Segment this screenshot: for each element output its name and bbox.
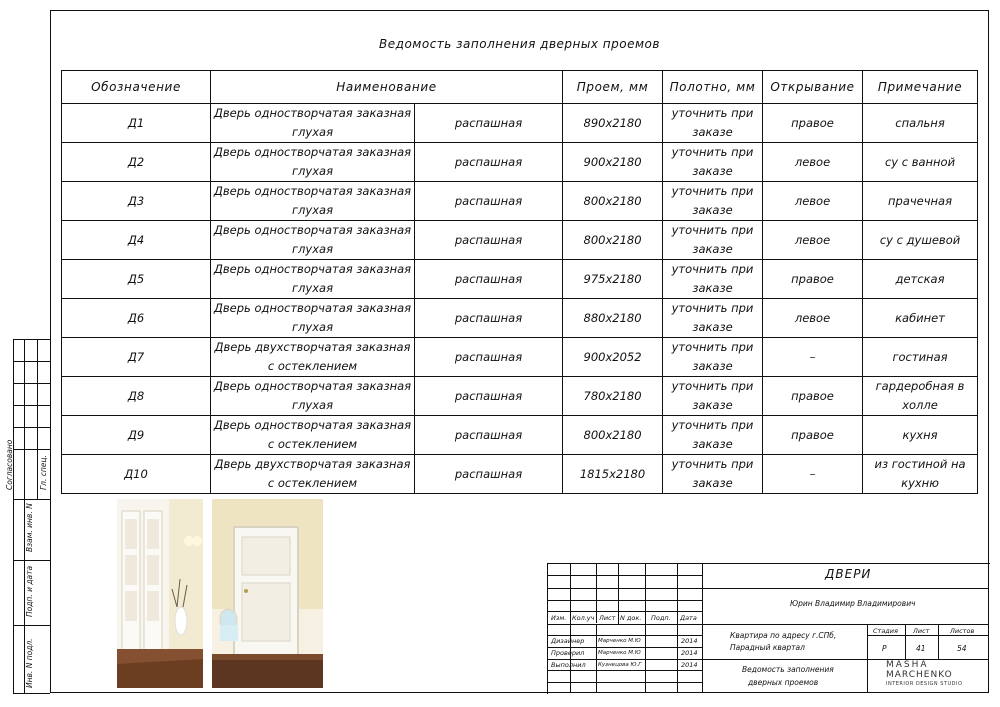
cell-leaf: уточнить при заказе: [663, 377, 763, 416]
cell-swing: правое: [763, 260, 863, 299]
logo-line2: MARCHENKO: [886, 670, 953, 680]
side-sign-date-label: Подп. и дата: [25, 565, 34, 617]
side-line: [13, 625, 50, 626]
cell-code: Д3: [62, 182, 211, 221]
table-row: [62, 338, 978, 377]
tb-sheets-label: Листов: [950, 627, 975, 635]
cell-opening: 900x2180: [563, 143, 663, 182]
tb-line: [867, 635, 989, 636]
table-row: [62, 416, 978, 455]
tb-vline: [645, 563, 646, 693]
cell-swing: –: [763, 455, 863, 494]
cell-type: распашная: [415, 455, 563, 494]
cell-leaf: уточнить при заказе: [663, 338, 763, 377]
header-name: Наименование: [211, 71, 563, 104]
page-title: Ведомость заполнения дверных проемов: [379, 37, 660, 51]
tb-col-izm: Изм.: [551, 614, 567, 622]
side-top-line: [13, 339, 50, 340]
cell-opening: 800x2180: [563, 221, 663, 260]
cell-leaf: уточнить при заказе: [663, 221, 763, 260]
logo-line1: MASHA: [886, 660, 929, 670]
header-leaf: Полотно, мм: [663, 71, 763, 104]
cell-leaf: уточнить при заказе: [663, 104, 763, 143]
tb-vline: [596, 563, 597, 623]
cell-code: Д1: [62, 104, 211, 143]
tb-sheets-value: 54: [957, 644, 967, 653]
tb-address-line2: Парадный квартал: [730, 643, 805, 652]
cell-leaf: уточнить при заказе: [663, 299, 763, 338]
cell-type: распашная: [415, 377, 563, 416]
table-row: [62, 143, 978, 182]
tb-client: Юрин Владимир Владимирович: [790, 599, 916, 608]
side-line: [13, 361, 50, 362]
cell-type: распашная: [415, 260, 563, 299]
header-code: Обозначение: [62, 71, 211, 104]
tb-sheet-title: ДВЕРИ: [825, 567, 872, 581]
cell-opening: 1815x2180: [563, 455, 663, 494]
cell-note: из гостиной на кухню: [863, 455, 978, 494]
table-row: [62, 182, 978, 221]
tb-role-name: Марченко М.Ю: [598, 638, 641, 644]
tb-role: Проверил: [551, 649, 585, 657]
side-line: [13, 383, 50, 384]
tb-vline: [867, 624, 868, 693]
table-row: [62, 260, 978, 299]
cell-type: распашная: [415, 299, 563, 338]
cell-note: су с ванной: [863, 143, 978, 182]
cell-opening: 800x2180: [563, 416, 663, 455]
tb-address-line1: Квартира по адресу г.СПб,: [730, 631, 837, 640]
cell-code: Д6: [62, 299, 211, 338]
cell-code: Д10: [62, 455, 211, 494]
cell-code: Д2: [62, 143, 211, 182]
tb-line: [547, 624, 989, 625]
cell-swing: левое: [763, 182, 863, 221]
cell-swing: правое: [763, 416, 863, 455]
cell-opening: 890x2180: [563, 104, 663, 143]
cell-name: Дверь одностворчатая заказная глухая: [211, 260, 415, 299]
tb-role: Выполнил: [551, 661, 586, 669]
side-line: [13, 499, 50, 500]
cell-opening: 900x2052: [563, 338, 663, 377]
tb-sheet-label: Лист: [913, 627, 930, 635]
cell-opening: 780x2180: [563, 377, 663, 416]
cell-note: су с душевой: [863, 221, 978, 260]
tb-role-year: 2014: [681, 637, 698, 645]
tb-doc-line1: Ведомость заполнения: [742, 665, 834, 674]
cell-note: гостиная: [863, 338, 978, 377]
cell-leaf: уточнить при заказе: [663, 416, 763, 455]
tb-role-year: 2014: [681, 661, 698, 669]
table-row: [62, 455, 978, 494]
tb-col-list: Лист: [599, 614, 616, 622]
side-line: [13, 560, 50, 561]
tb-vline: [702, 563, 703, 693]
cell-code: Д7: [62, 338, 211, 377]
tb-role-name: Кузнецова Ю.Г: [598, 662, 642, 668]
cell-note: прачечная: [863, 182, 978, 221]
cell-note: гардеробная в холле: [863, 377, 978, 416]
logo-line3: INTERIOR DESIGN STUDIO: [886, 681, 963, 687]
cell-leaf: уточнить при заказе: [663, 182, 763, 221]
tb-vline: [677, 563, 678, 693]
cell-note: детская: [863, 260, 978, 299]
cell-name: Дверь одностворчатая заказная глухая: [211, 182, 415, 221]
cell-name: Дверь одностворчатая заказная глухая: [211, 377, 415, 416]
tb-col-data: Дата: [680, 614, 697, 622]
cell-swing: правое: [763, 104, 863, 143]
tb-col-ndok: N док.: [620, 614, 642, 622]
cell-opening: 800x2180: [563, 182, 663, 221]
tb-stage-value: Р: [882, 644, 887, 653]
tb-col-podp: Подп.: [651, 614, 671, 622]
side-line: [13, 405, 50, 406]
interior-photo-single-door: [212, 499, 323, 688]
cell-swing: левое: [763, 299, 863, 338]
side-chief-label: Гл. спец.: [39, 455, 48, 490]
tb-sheet-value: 41: [916, 644, 926, 653]
cell-opening: 880x2180: [563, 299, 663, 338]
cell-leaf: уточнить при заказе: [663, 260, 763, 299]
table-header-row: [62, 71, 978, 104]
table-row: [62, 377, 978, 416]
cell-code: Д9: [62, 416, 211, 455]
tb-vline: [938, 624, 939, 659]
cell-name: Дверь одностворчатая заказная глухая: [211, 104, 415, 143]
cell-code: Д4: [62, 221, 211, 260]
header-note: Примечание: [863, 71, 978, 104]
tb-doc-line2: дверных проемов: [748, 678, 819, 687]
table-row: [62, 221, 978, 260]
cell-type: распашная: [415, 416, 563, 455]
side-line: [13, 449, 50, 450]
cell-note: спальня: [863, 104, 978, 143]
table-row: [62, 299, 978, 338]
tb-vline: [596, 624, 597, 693]
side-inv-orig-label: Инв. N подл.: [25, 638, 34, 688]
cell-name: Дверь одностворчатая заказная глухая: [211, 143, 415, 182]
tb-role-name: Марченко М.Ю: [598, 650, 641, 656]
cell-leaf: уточнить при заказе: [663, 455, 763, 494]
cell-code: Д5: [62, 260, 211, 299]
cell-note: кабинет: [863, 299, 978, 338]
cell-opening: 975x2180: [563, 260, 663, 299]
cell-leaf: уточнить при заказе: [663, 143, 763, 182]
cell-name: Дверь двухстворчатая заказная с остеклением: [211, 455, 415, 494]
cell-name: Дверь одностворчатая заказная глухая: [211, 221, 415, 260]
cell-swing: правое: [763, 377, 863, 416]
interior-photo-double-door: [117, 499, 203, 688]
side-border-col2: [37, 339, 38, 499]
cell-type: распашная: [415, 221, 563, 260]
cell-type: распашная: [415, 143, 563, 182]
tb-stage-label: Стадия: [873, 627, 898, 635]
side-agreed-label: Согласовано: [5, 439, 14, 490]
cell-type: распашная: [415, 104, 563, 143]
side-line: [13, 427, 50, 428]
side-inv-replace-label: Взам. инв. N: [25, 503, 34, 552]
cell-name: Дверь одностворчатая заказная с остеклением: [211, 416, 415, 455]
table-row: [62, 104, 978, 143]
cell-swing: –: [763, 338, 863, 377]
door-schedule-table: [61, 70, 978, 494]
side-bottom-line: [13, 693, 50, 694]
cell-name: Дверь одностворчатая заказная глухая: [211, 299, 415, 338]
tb-role-year: 2014: [681, 649, 698, 657]
cell-code: Д8: [62, 377, 211, 416]
tb-col-koluch: Кол.уч: [572, 614, 595, 622]
tb-vline: [570, 563, 571, 693]
cell-type: распашная: [415, 338, 563, 377]
tb-role: Дизайнер: [551, 637, 585, 645]
header-opening: Проем, мм: [563, 71, 663, 104]
header-swing: Открывание: [763, 71, 863, 104]
side-border-left: [13, 339, 14, 693]
tb-line: [702, 588, 989, 589]
cell-swing: левое: [763, 143, 863, 182]
cell-note: кухня: [863, 416, 978, 455]
cell-type: распашная: [415, 182, 563, 221]
studio-logo: [886, 660, 986, 692]
cell-swing: левое: [763, 221, 863, 260]
tb-vline: [905, 624, 906, 659]
cell-name: Дверь двухстворчатая заказная с остеклением: [211, 338, 415, 377]
tb-vline: [618, 563, 619, 624]
